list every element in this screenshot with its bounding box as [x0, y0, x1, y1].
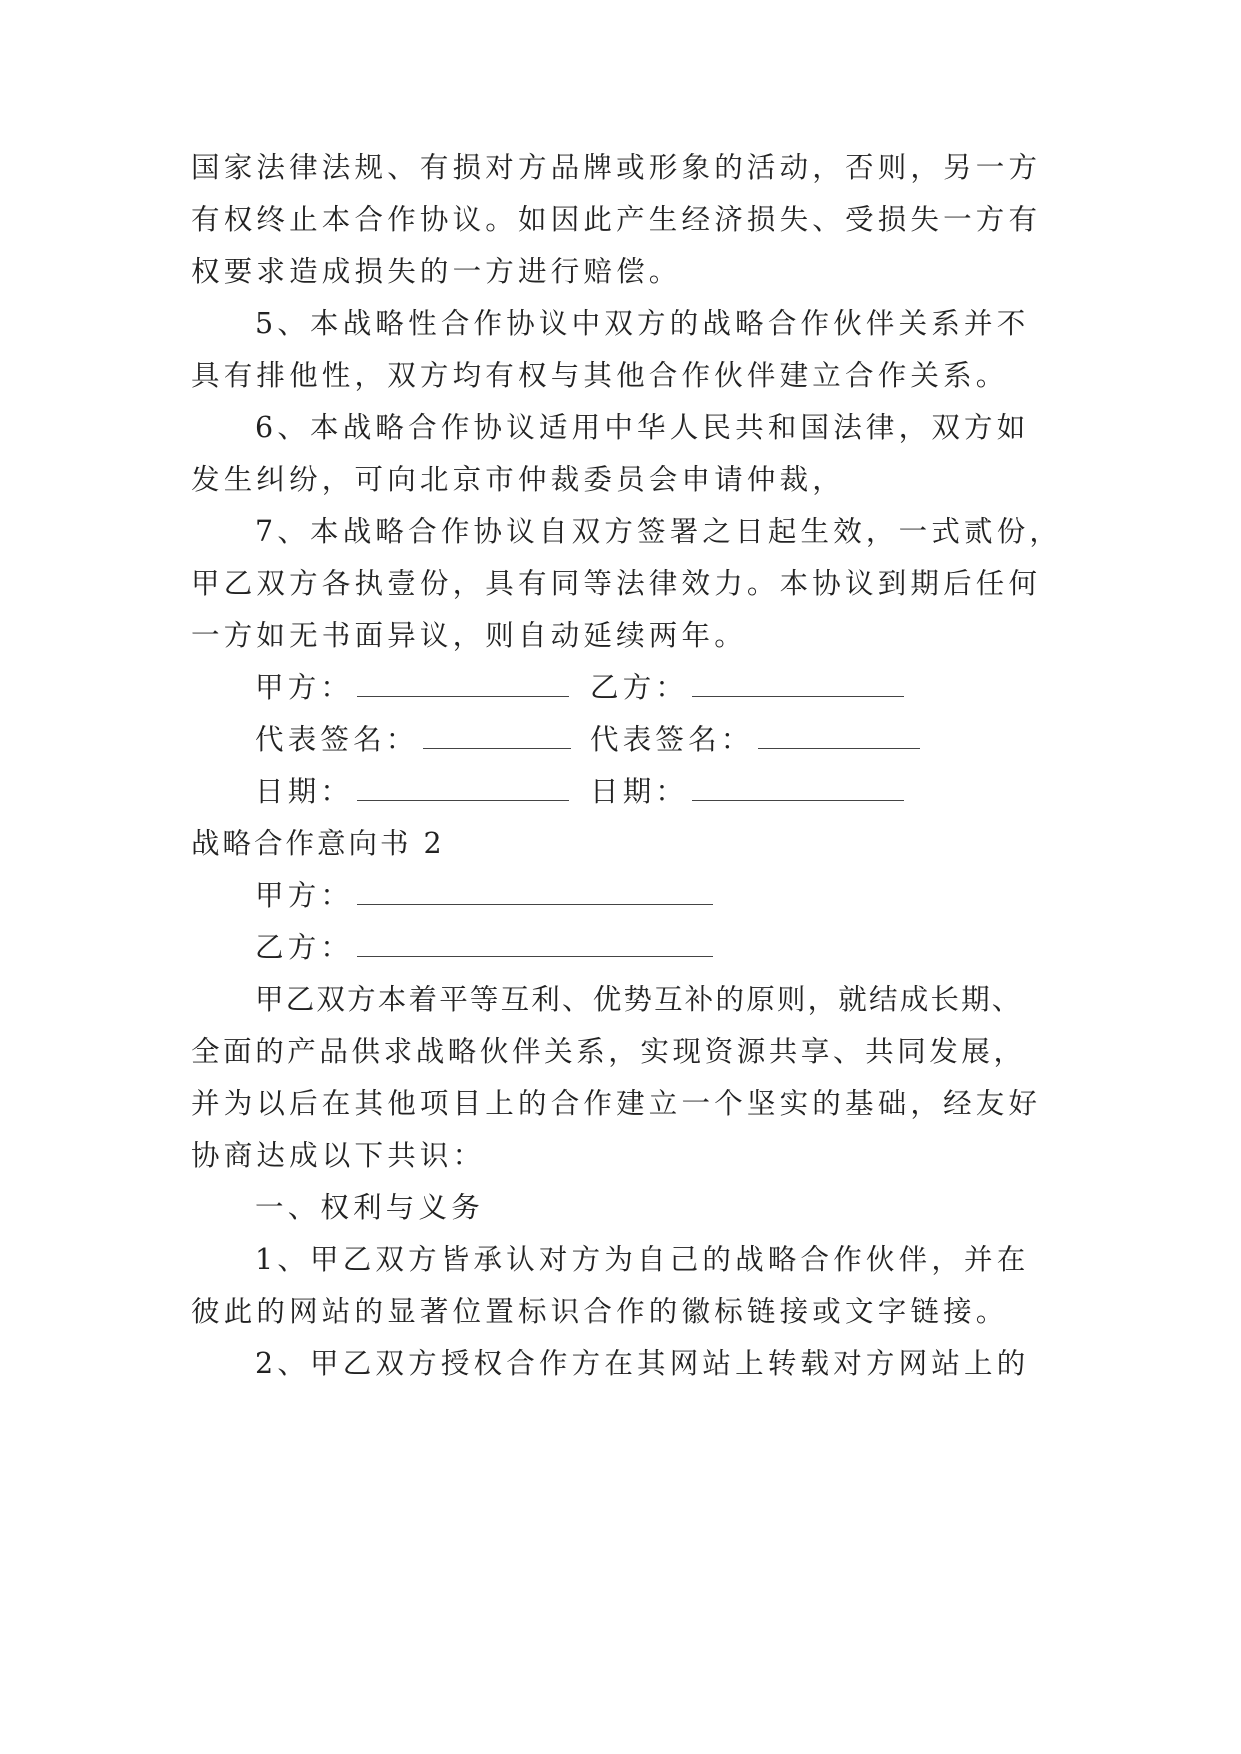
date-a-label: 日期：: [255, 775, 354, 808]
section-2-party-a-label: 甲方：: [255, 879, 354, 912]
clause-4-line-3: 权要求造成损失的一方进行赔偿。: [191, 255, 682, 288]
rep-sign-b-blank: [758, 722, 920, 749]
intro-line-3: 并为以后在其他项目上的合作建立一个坚实的基础，经友好: [191, 1087, 1042, 1120]
clause-6-line-1: 6、本战略合作协议适用中华人民共和国法律，双方如: [255, 411, 1030, 444]
date-b-blank: [692, 774, 904, 801]
clause-4-line-2: 有权终止本合作协议。如因此产生经济损失、受损失一方有: [191, 203, 1042, 236]
section-2-clause-1-line-1: 1、甲乙双方皆承认对方为自己的战略合作伙伴，并在: [255, 1243, 1030, 1276]
clause-5-line-1: 5、本战略性合作协议中双方的战略合作伙伴关系并不: [255, 307, 1030, 340]
rep-sign-b-label: 代表签名：: [590, 723, 754, 756]
date-a-row: [255, 772, 569, 812]
rep-sign-a-blank: [423, 722, 571, 749]
section-2-party-b-blank: [357, 930, 713, 957]
section-2-clause-2-line-1: 2、甲乙双方授权合作方在其网站上转载对方网站上的: [255, 1347, 1030, 1380]
intro-line-1: 甲乙双方本着平等互利、优势互补的原则，就结成长期、: [255, 983, 1023, 1016]
clause-7-line-3: 一方如无书面异议，则自动延续两年。: [191, 619, 747, 652]
rep-sign-a-row: [255, 720, 571, 760]
rep-sign-a-label: 代表签名：: [255, 723, 419, 756]
intro-line-2: 全面的产品供求战略伙伴关系，实现资源共享、共同发展，: [191, 1035, 1026, 1068]
date-a-blank: [357, 774, 569, 801]
clause-7-line-2: 甲乙双方各执壹份，具有同等法律效力。本协议到期后任何: [191, 567, 1042, 600]
rep-sign-b-row: [590, 720, 920, 760]
date-b-row: [590, 772, 904, 812]
rights-obligations-heading: 一、权利与义务: [255, 1191, 484, 1224]
party-a-signature-row: [255, 668, 569, 708]
section-2-party-a-blank: [357, 878, 713, 905]
clause-5-line-2: 具有排他性，双方均有权与其他合作伙伴建立合作关系。: [191, 359, 1009, 392]
clause-6-line-2: 发生纠纷，可向北京市仲裁委员会申请仲裁，: [191, 463, 846, 496]
party-b-label: 乙方：: [590, 671, 689, 704]
party-b-signature-row: [590, 668, 904, 708]
party-b-blank: [692, 670, 904, 697]
section-2-party-a-row: [255, 876, 713, 916]
section-2-title: 战略合作意向书 2: [191, 827, 445, 860]
clause-4-line-1: 国家法律法规、有损对方品牌或形象的活动，否则，另一方: [191, 151, 1042, 184]
clause-7-line-1: 7、本战略合作协议自双方签署之日起生效，一式贰份，: [255, 515, 1063, 548]
intro-line-4: 协商达成以下共识：: [191, 1139, 486, 1172]
date-b-label: 日期：: [590, 775, 689, 808]
section-2-clause-1-line-2: 彼此的网站的显著位置标识合作的徽标链接或文字链接。: [191, 1295, 1009, 1328]
party-a-blank: [357, 670, 569, 697]
section-2-party-b-label: 乙方：: [255, 931, 354, 964]
party-a-label: 甲方：: [255, 671, 354, 704]
section-2-party-b-row: [255, 928, 713, 968]
